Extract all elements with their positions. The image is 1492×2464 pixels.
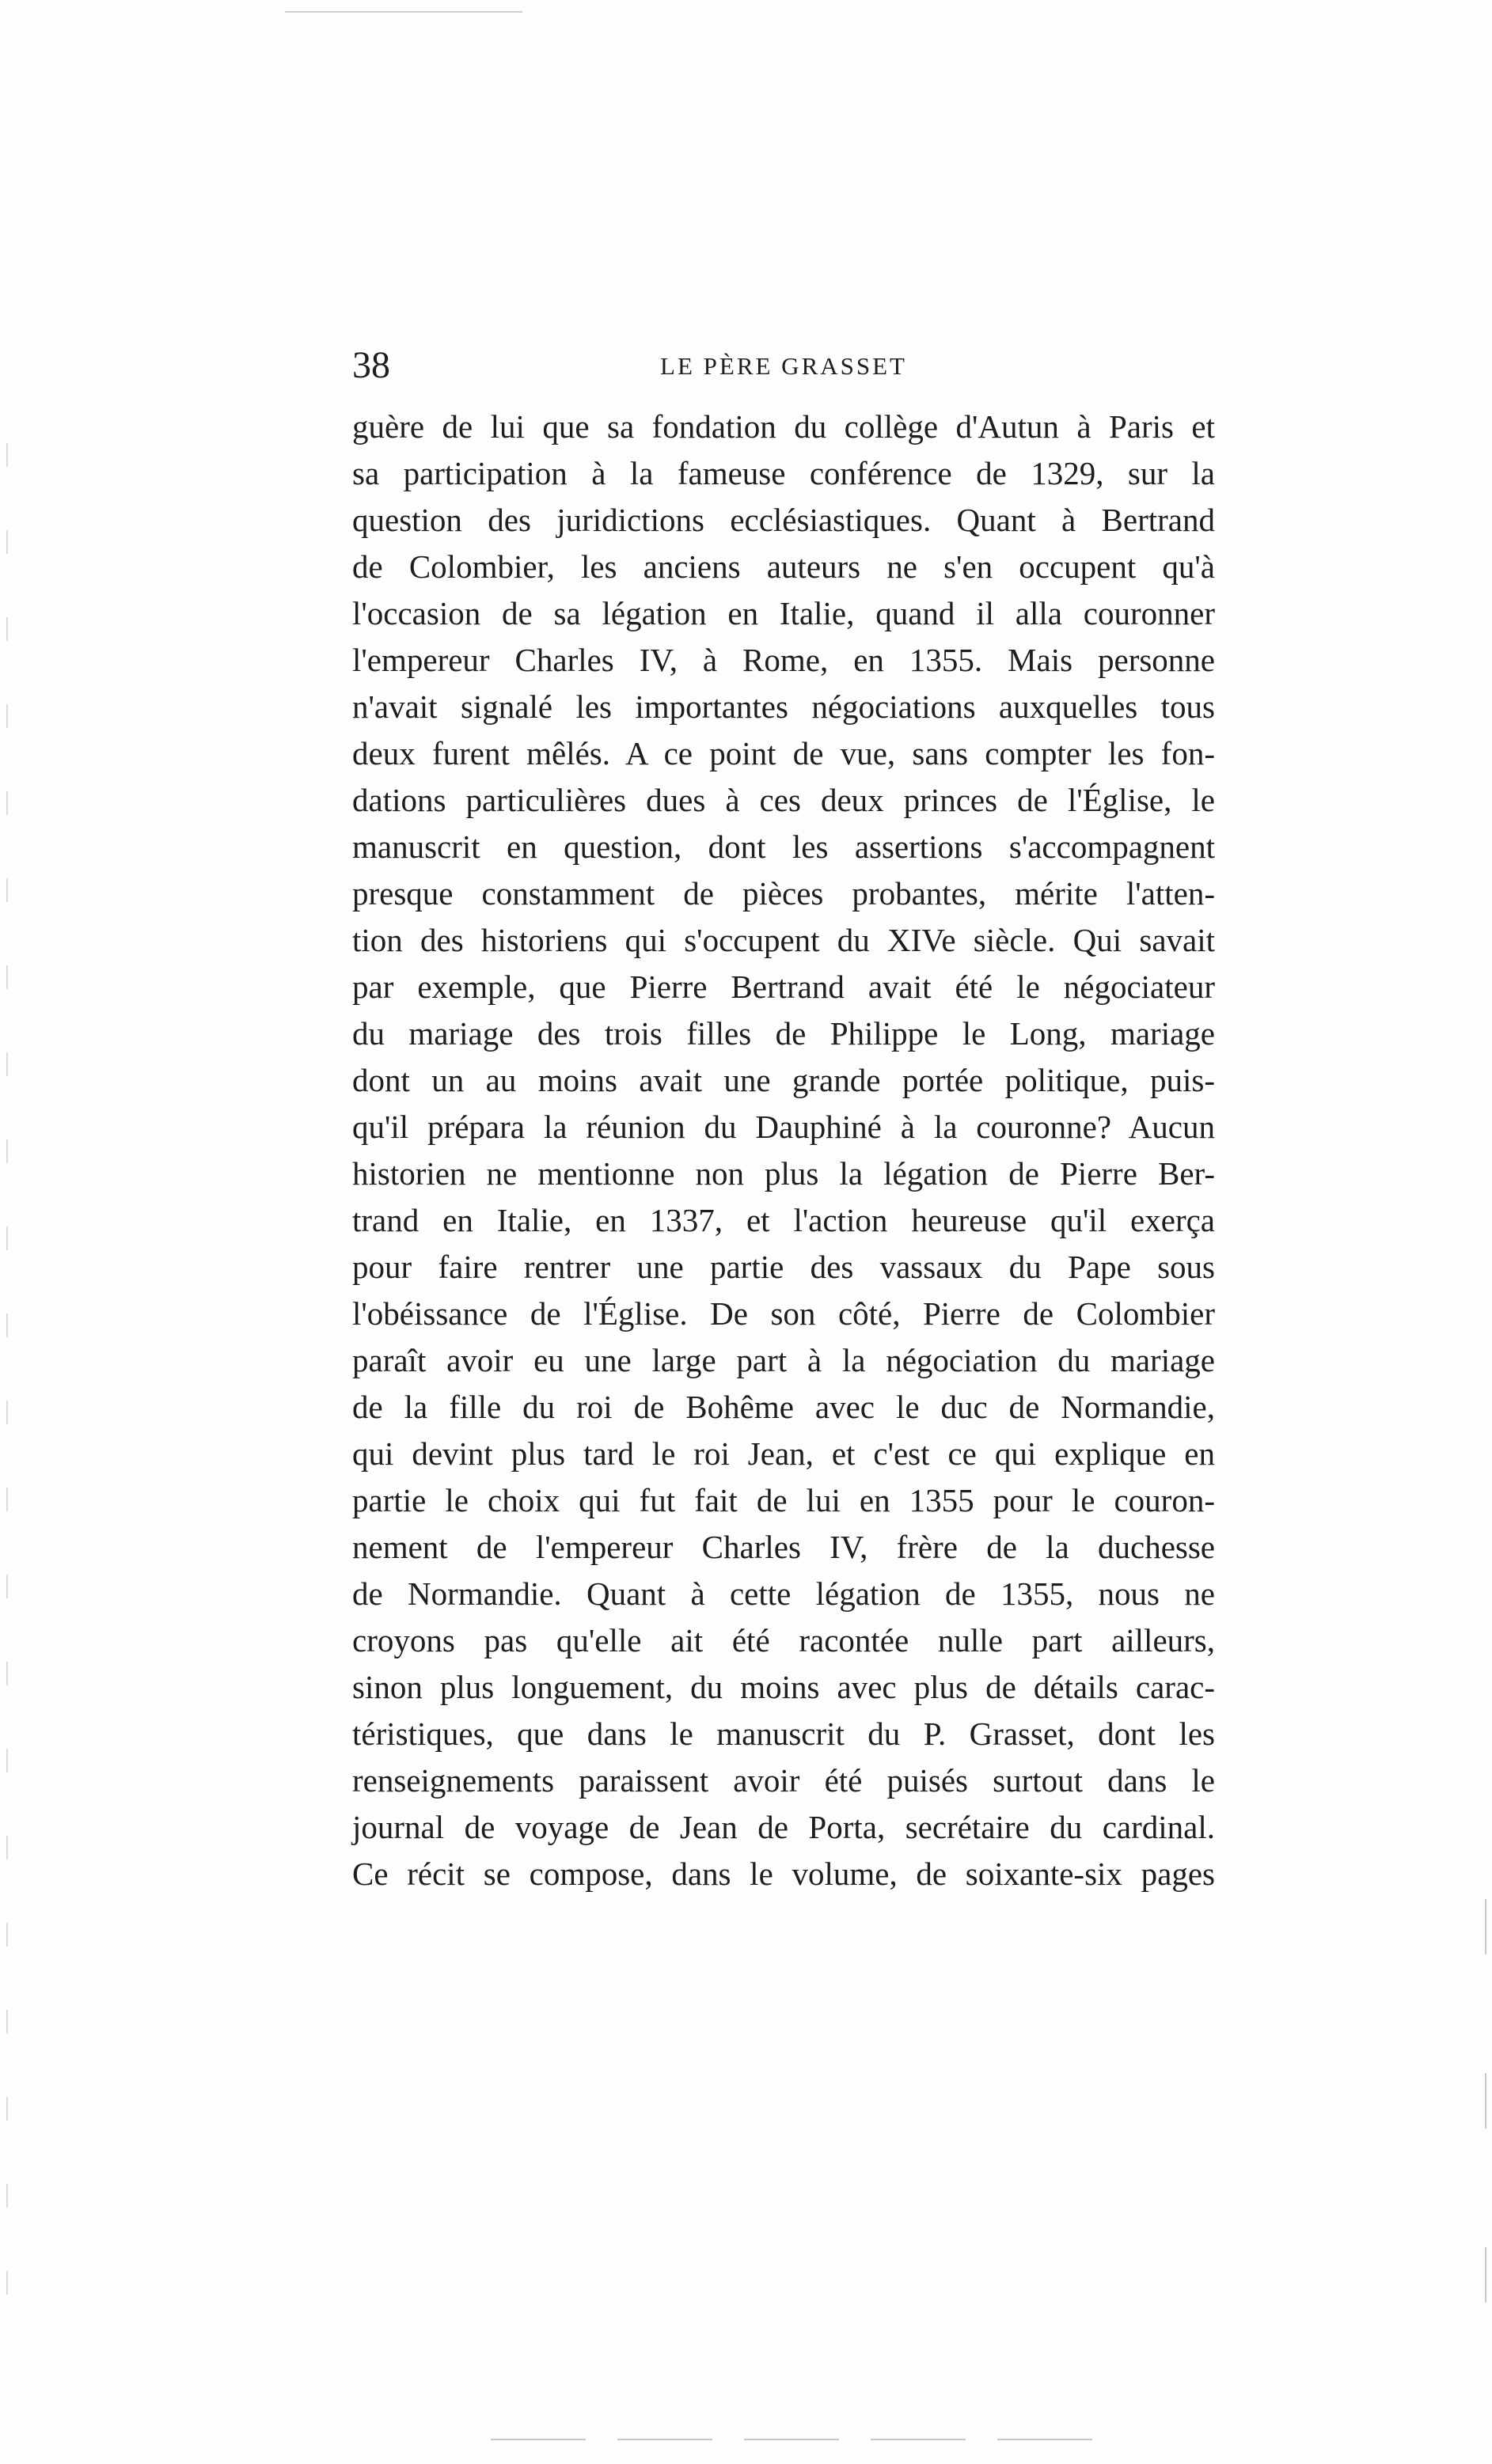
text-line: tion des historiens qui s'occupent du XIVe siècle. Qui savait <box>352 922 1215 958</box>
text-line: l'occasion de sa légation en Italie, quand il alla couronner <box>352 595 1215 631</box>
text-line: n'avait signalé les importantes négociations auxquelles tous <box>352 688 1215 725</box>
text-line: paraît avoir eu une large part à la négociation du mariage <box>352 1342 1215 1378</box>
page-number: 38 <box>352 344 390 386</box>
body-text <box>352 404 1215 1897</box>
text-line: l'obéissance de l'Église. De son côté, Pierre de Colombier <box>352 1295 1215 1332</box>
text-line: croyons pas qu'elle ait été racontée nulle part ailleurs, <box>352 1622 1215 1658</box>
scan-artifact-left <box>6 443 8 2342</box>
text-line: sa participation à la fameuse conférence de 1329, sur la <box>352 455 1215 491</box>
scan-artifact-right <box>1485 1899 1486 2326</box>
text-line: dont un au moins avait une grande portée politique, puis- <box>352 1062 1215 1098</box>
text-line: de Normandie. Quant à cette légation de 1355, nous ne <box>352 1575 1215 1612</box>
text-line: de la fille du roi de Bohême avec le duc de Normandie, <box>352 1389 1215 1425</box>
text-line: pour faire rentrer une partie des vassaux du Pape sous <box>352 1249 1215 1285</box>
scan-artifact-bottom <box>491 2439 1092 2440</box>
running-head: LE PÈRE GRASSET <box>660 352 907 380</box>
text-line: manuscrit en question, dont les assertions s'accompagnent <box>352 828 1215 865</box>
scan-artifact-top <box>285 11 522 13</box>
text-line: guère de lui que sa fondation du collège d'Autun à Paris et <box>352 408 1215 445</box>
text-line: partie le choix qui fut fait de lui en 1355 pour le couron- <box>352 1482 1215 1518</box>
text-line: renseignements paraissent avoir été puisés surtout dans le <box>352 1762 1215 1799</box>
text-line: question des juridictions ecclésiastiques. Quant à Bertrand <box>352 502 1215 538</box>
text-line: deux furent mêlés. A ce point de vue, sans compter les fon- <box>352 735 1215 771</box>
text-line: trand en Italie, en 1337, et l'action heureuse qu'il exerça <box>352 1202 1215 1238</box>
text-line: Ce récit se compose, dans le volume, de soixante-six pages <box>352 1856 1215 1892</box>
text-line: qui devint plus tard le roi Jean, et c'est ce qui explique en <box>352 1435 1215 1472</box>
text-line: dations particulières dues à ces deux princes de l'Église, le <box>352 782 1215 818</box>
text-line: par exemple, que Pierre Bertrand avait été le négociateur <box>352 969 1215 1005</box>
text-line: nement de l'empereur Charles IV, frère de la duchesse <box>352 1529 1215 1565</box>
text-line: qu'il prépara la réunion du Dauphiné à la couronne? Aucun <box>352 1109 1215 1145</box>
text-line: presque constamment de pièces probantes, mérite l'atten- <box>352 875 1215 912</box>
text-line: de Colombier, les anciens auteurs ne s'en occupent qu'à <box>352 548 1215 585</box>
text-line: téristiques, que dans le manuscrit du P. Grasset, dont les <box>352 1715 1215 1752</box>
text-line: sinon plus longuement, du moins avec plus de détails carac- <box>352 1669 1215 1705</box>
page-header <box>352 342 1215 389</box>
text-line: du mariage des trois filles de Philippe le Long, mariage <box>352 1015 1215 1052</box>
text-line: historien ne mentionne non plus la légation de Pierre Ber- <box>352 1155 1215 1192</box>
text-line: journal de voyage de Jean de Porta, secrétaire du cardinal. <box>352 1809 1215 1845</box>
text-line: l'empereur Charles IV, à Rome, en 1355. Mais personne <box>352 642 1215 678</box>
